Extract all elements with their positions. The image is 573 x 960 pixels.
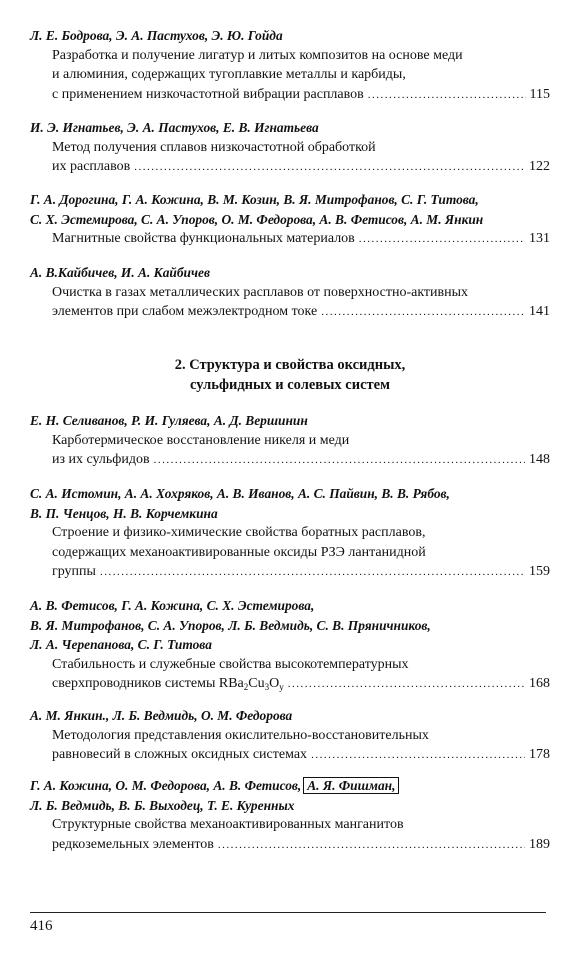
section-heading-line: 2. Структура и свойства оксидных, [174, 357, 406, 373]
footer-rule [30, 912, 546, 913]
entry-authors: Л. Е. Бодрова, Э. А. Пастухов, Э. Ю. Гойда [30, 28, 283, 43]
entry-authors: Е. Н. Селиванов, Р. И. Гуляева, А. Д. Вершинин [30, 413, 308, 428]
entry-last-line [30, 450, 550, 471]
entry-authors: С. Х. Эстемирова, С. А. Упоров, О. М. Федорова, А. В. Фетисов, А. М. Янкин [30, 211, 484, 227]
section-heading-line: сульфидных и солевых систем [190, 376, 390, 393]
dot-leader [288, 675, 525, 695]
entry-authors: В. Я. Митрофанов, С. А. Упоров, Л. Б. Ведмидь, С. В. Пряничников, [30, 617, 431, 633]
entry-last-line [30, 229, 550, 250]
entry-page-number: 159 [529, 564, 550, 579]
toc-entry [30, 706, 550, 766]
entry-authors: С. А. Истомин, А. А. Хохряков, А. В. Иванов, А. С. Пайвин, В. В. Рябов, [30, 486, 450, 501]
entry-last-line [30, 562, 550, 583]
entry-last-line [30, 674, 550, 695]
entry-authors: А. М. Янкин., Л. Б. Ведмидь, О. М. Федорова [30, 708, 293, 723]
toc-entry [30, 118, 550, 178]
entry-last-line [30, 835, 550, 856]
entry-last-line [30, 85, 550, 106]
dot-leader [134, 158, 525, 178]
toc-entry [30, 411, 550, 471]
entry-title-line: сверхпроводников системы $RBa_2Cu_3O_y$ [52, 676, 284, 692]
entry-title-line: Структурные свойства механоактивированных манганитов [52, 817, 404, 832]
entry-authors: И. Э. Игнатьев, Э. А. Пастухов, Е. В. Игнатьева [30, 120, 319, 135]
entry-title-line: редкоземельных элементов [52, 836, 214, 852]
entry-title-line: их расплавов [52, 159, 131, 174]
entry-authors: А. В.Кайбичев, И. А. Кайбичев [30, 265, 210, 280]
page-number: 416 [30, 918, 53, 934]
entry-last-line [30, 302, 550, 323]
dot-leader [311, 746, 525, 766]
dot-leader [154, 451, 525, 471]
section-heading [30, 356, 550, 395]
entry-title-line: равновесий в сложных оксидных системах [52, 747, 308, 762]
entry-title-line: Строение и физико-химические свойства боратных расплавов, [52, 525, 426, 540]
entry-title-line: группы [52, 564, 96, 579]
entry-title-line: Методология представления окислительно-восстановительных [52, 727, 429, 743]
entry-authors: Л. А. Черепанова, С. Г. Титова [30, 637, 212, 652]
dot-leader [100, 563, 525, 583]
entry-title-line: Стабильность и служебные свойства высокотемпературных [52, 656, 409, 672]
entry-authors: Г. А. Кожина, О. М. Федорова, А. В. Фетисов, А. Я. Фишман, [30, 776, 550, 796]
toc-entry [30, 596, 550, 695]
entry-title-line: содержащих механоактивированные оксиды РЗЭ лантанидной [52, 544, 426, 560]
entry-last-line [30, 157, 550, 178]
entry-title-line: элементов при слабом межэлектродном токе [52, 304, 318, 319]
entry-title-line: Карботермическое восстановление никеля и меди [52, 432, 350, 448]
entry-title-line: и алюминия, содержащих тугоплавкие металлы и карбиды, [52, 67, 406, 82]
entry-page-number: 115 [529, 86, 550, 102]
entry-authors: Л. Б. Ведмидь, В. Б. Выходец, Т. Е. Куренных [30, 797, 295, 813]
entry-title-line: Магнитные свойства функциональных материалов [52, 231, 355, 246]
entry-page-number: 189 [529, 836, 550, 852]
boxed-author: А. Я. Фишман, [303, 777, 399, 794]
entry-authors: Г. А. Дорогина, Г. А. Кожина, В. М. Козин, В. Я. Митрофанов, С. Г. Титова, [30, 192, 479, 207]
toc-entry [30, 190, 550, 250]
entry-page-number: 131 [529, 231, 550, 246]
entry-title-line: с применением низкочастотной вибрации расплавов [52, 86, 364, 102]
dot-leader [359, 230, 525, 250]
entry-title-line: Разработка и получение лигатур и литых композитов на основе меди [52, 47, 463, 63]
entry-page-number: 122 [529, 159, 550, 174]
entry-page-number: 178 [529, 747, 550, 762]
entry-page-number: 141 [529, 304, 550, 319]
toc-entry [30, 484, 550, 583]
entry-page-number: 168 [529, 676, 550, 691]
entry-page-number: 148 [529, 452, 550, 467]
entry-authors: В. П. Ченцов, Н. В. Корчемкина [30, 505, 218, 521]
toc-entry [30, 776, 550, 855]
entry-title-line: Метод получения сплавов низкочастотной обработкой [52, 139, 376, 155]
entry-title-line: Очистка в газах металлических расплавов от поверхностно-активных [52, 284, 469, 300]
entry-last-line [30, 745, 550, 766]
dot-leader [218, 836, 525, 856]
toc-entry [30, 26, 550, 105]
dot-leader [321, 303, 525, 323]
entry-authors: А. В. Фетисов, Г. А. Кожина, С. Х. Эстемирова, [30, 598, 315, 613]
dot-leader [368, 86, 526, 106]
toc-entry [30, 263, 550, 323]
entry-title-line: из их сульфидов [52, 452, 150, 467]
